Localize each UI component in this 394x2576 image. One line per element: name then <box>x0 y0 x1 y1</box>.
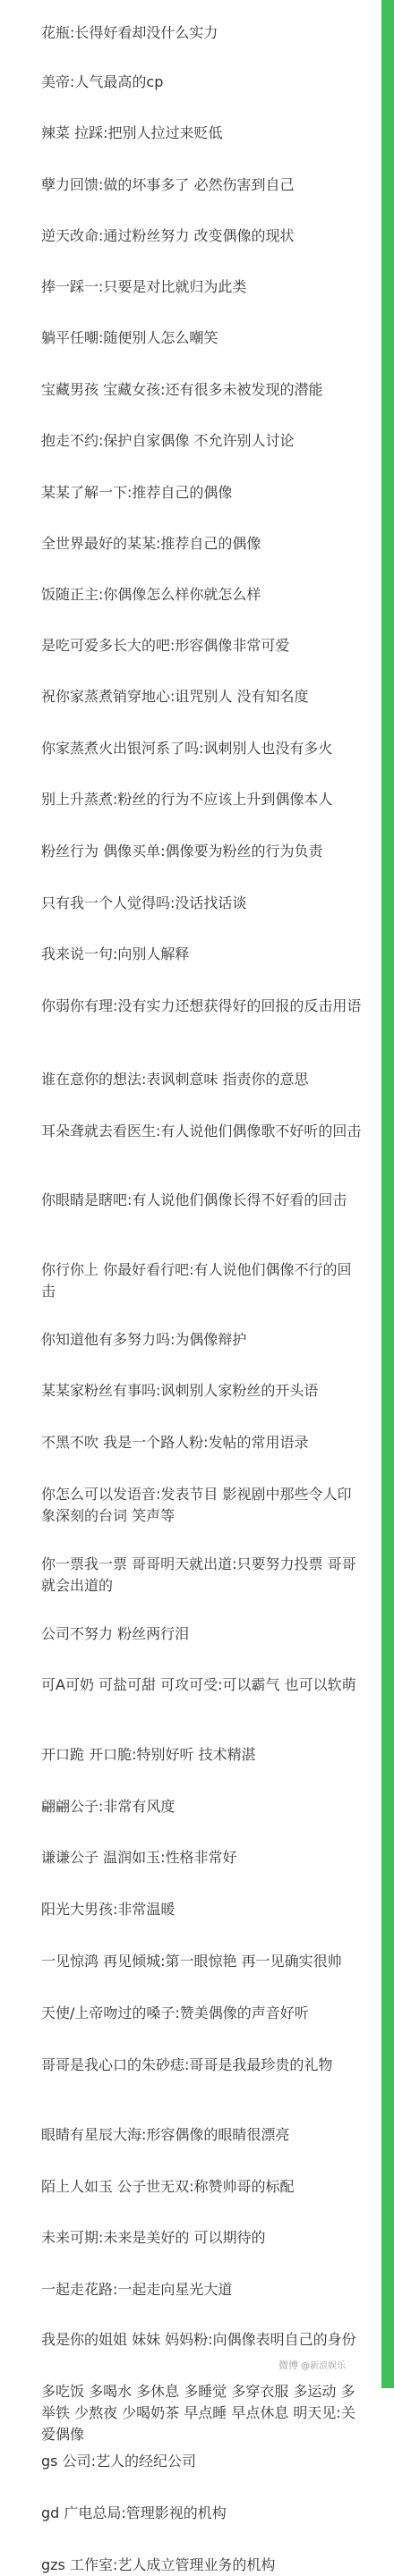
glossary-entry: 你眼睛是瞎吧:有人说他们偶像长得不好看的回击 <box>41 1191 347 1208</box>
glossary-entry: 眼睛有星辰大海:形容偶像的眼睛很漂亮 <box>41 2126 290 2143</box>
glossary-entry: 别上升蒸煮:粉丝的行为不应该上升到偶像本人 <box>41 791 333 808</box>
glossary-entry: 未来可期:未来是美好的 可以期待的 <box>41 2229 266 2246</box>
glossary-entry: 你行你上 你最好看行吧:有人说他们偶像不行的回击 <box>41 1261 352 1300</box>
glossary-entry: 全世界最好的某某:推荐自己的偶像 <box>41 535 261 552</box>
glossary-entry: 抱走不约:保护自家偶像 不允许别人讨论 <box>41 432 295 449</box>
glossary-entry: 谦谦公子 温润如玉:性格非常好 <box>41 1849 237 1866</box>
glossary-entry: 可A可奶 可盐可甜 可攻可受:可以霸气 也可以软萌 <box>41 1676 356 1693</box>
glossary-entry: 你一票我一票 哥哥明天就出道:只要努力投票 哥哥就会出道的 <box>41 1555 356 1594</box>
glossary-entry: 哥哥是我心口的朱砂痣:哥哥是我最珍贵的礼物 <box>41 2056 333 2073</box>
glossary-entry: 饭随正主:你偶像怎么样你就怎么样 <box>41 586 261 603</box>
glossary-entry: 开口跪 开口脆:特别好听 技术精湛 <box>41 1746 256 1763</box>
glossary-entry: 孽力回馈:做的坏事多了 必然伤害到自己 <box>41 176 295 193</box>
glossary-entry: 一见惊鸿 再见倾城:第一眼惊艳 再一见确实很帅 <box>41 1953 342 1970</box>
glossary-entry: 翩翩公子:非常有风度 <box>41 1798 176 1815</box>
glossary-entry: 逆天改命:通过粉丝努力 改变偶像的现状 <box>41 227 295 244</box>
right-edge-bar <box>381 0 394 2388</box>
glossary-entry: 我是你的姐姐 妹妹 妈妈粉:向偶像表明自己的身份 <box>41 2331 356 2348</box>
glossary-entry: 美帝:人气最高的cp <box>41 73 164 90</box>
glossary-entry: 阳光大男孩:非常温暖 <box>41 1901 176 1918</box>
glossary-entry: 是吃可爱多长大的吧:形容偶像非常可爱 <box>41 637 290 654</box>
glossary-entry: 祝你家蒸煮销穿地心:诅咒别人 没有知名度 <box>41 688 309 705</box>
glossary-entry: 你怎么可以发语音:发表节目 影视剧中那些令人印象深刻的台词 笑声等 <box>41 1486 352 1524</box>
weibo-logo: 微博 <box>278 2360 298 2371</box>
glossary-entry: 花瓶:长得好看却没什么实力 <box>41 24 218 41</box>
glossary-entry: gs 公司:艺人的经纪公司 <box>41 2453 196 2470</box>
glossary-entry: 宝藏男孩 宝藏女孩:还有很多未被发现的潜能 <box>41 381 323 398</box>
glossary-entry: 陌上人如玉 公子世无双:称赞帅哥的标配 <box>41 2178 295 2195</box>
glossary-entry: 躺平任嘲:随便别人怎么嘲笑 <box>41 329 218 346</box>
glossary-entry: 不黑不吹 我是一个路人粉:发帖的常用语录 <box>41 1434 309 1451</box>
glossary-entry: 一起走花路:一起走向星光大道 <box>41 2281 233 2298</box>
glossary-entry: 我来说一句:向别人解释 <box>41 945 190 962</box>
glossary-entry: 辣菜 拉踩:把别人拉过来贬低 <box>41 124 223 141</box>
weibo-watermark <box>278 2358 346 2372</box>
glossary-entry: 粉丝行为 偶像买单:偶像要为粉丝的行为负责 <box>41 843 323 860</box>
glossary-entry: 你家蒸煮火出银河系了吗:讽刺别人也没有多火 <box>41 740 333 757</box>
glossary-entry: 谁在意你的想法:表讽刺意味 指责你的意思 <box>41 1071 309 1088</box>
glossary-entry: 某某家粉丝有事吗:讽刺别人家粉丝的开头语 <box>41 1382 319 1399</box>
glossary-entry: 公司不努力 粉丝两行泪 <box>41 1625 190 1642</box>
glossary-entry: 捧一踩一:只要是对比就归为此类 <box>41 278 247 295</box>
glossary-entry: gzs 工作室:艺人成立管理业务的机构 <box>41 2556 276 2573</box>
glossary-entry: 某某了解一下:推荐自己的偶像 <box>41 484 233 501</box>
glossary-entry: 只有我一个人觉得吗:没话找话谈 <box>41 894 247 911</box>
glossary-entry: 你知道他有多努力吗:为偶像辩护 <box>41 1331 247 1348</box>
glossary-entry: 你弱你有理:没有实力还想获得好的回报的反击用语 <box>41 997 362 1014</box>
glossary-entry: 多吃饭 多喝水 多休息 多睡觉 多穿衣服 多运动 多举铁 少熬夜 少喝奶茶 早点睡 早点休息 明天见:关爱偶像 <box>41 2383 355 2443</box>
glossary-entry: 天使/上帝吻过的嗓子:赞美偶像的声音好听 <box>41 2004 309 2021</box>
glossary-entry: gd 广电总局:管理影视的机构 <box>41 2504 227 2521</box>
watermark-handle: @新浪娱乐 <box>301 2361 346 2371</box>
glossary-entry: 耳朵聋就去看医生:有人说他们偶像歌不好听的回击 <box>41 1123 362 1140</box>
